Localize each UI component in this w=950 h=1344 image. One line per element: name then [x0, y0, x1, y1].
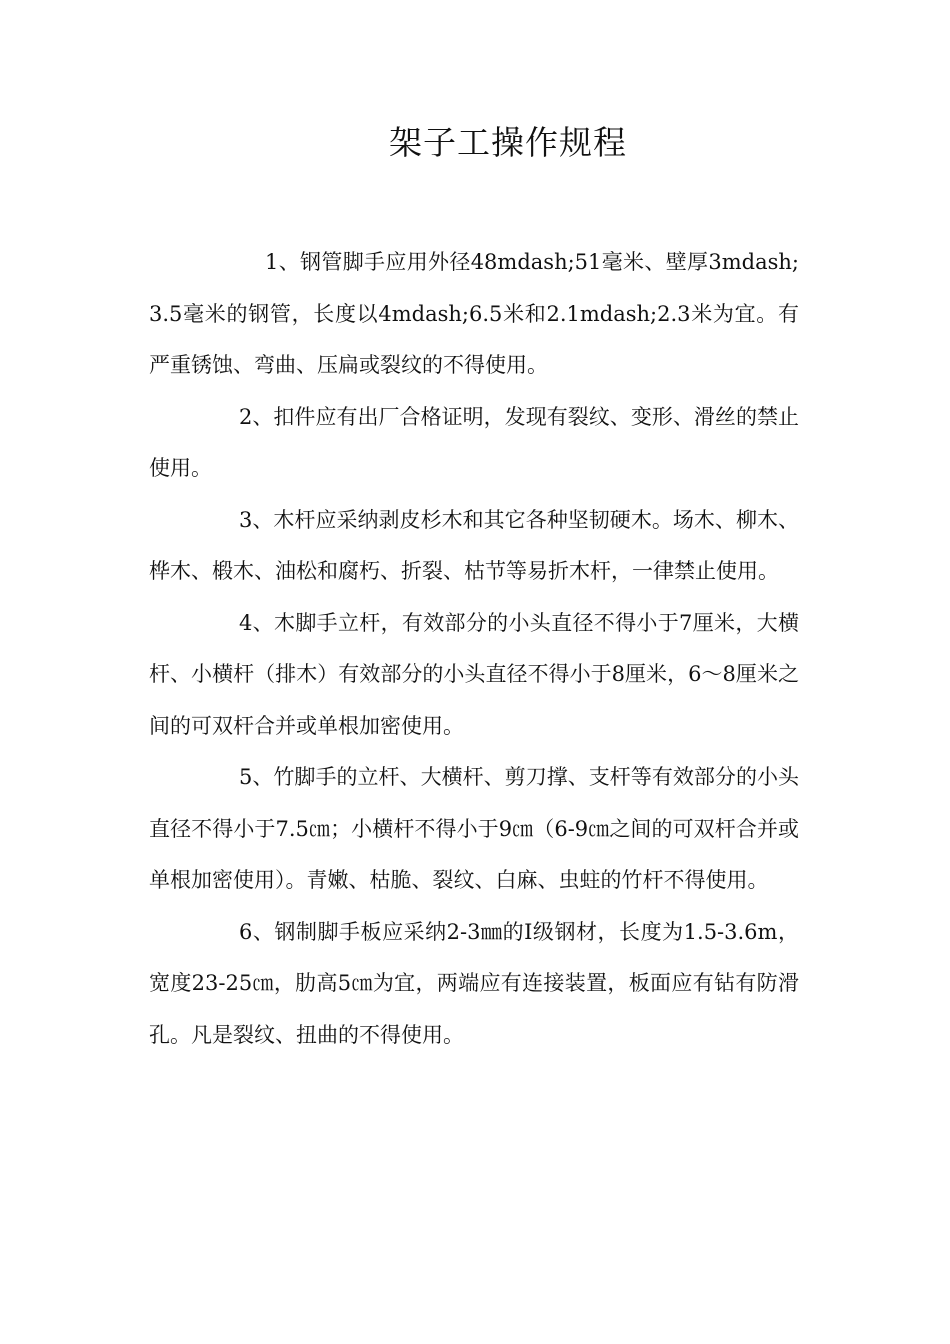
document-body — [149, 237, 799, 1061]
paragraph-1: 1、钢管脚手应用外径48mdash;51毫米、壁厚3mdash;3.5毫米的钢管，长度以4mdash;6.5米和2.1mdash;2.3米为宜。有严重锈蚀、弯曲、压扁或裂纹的不得使用。 — [149, 250, 799, 377]
paragraph-2: 2、扣件应有出厂合格证明，发现有裂纹、变形、滑丝的禁止使用。 — [149, 404, 799, 480]
paragraph-3: 3、木杆应采纳剥皮杉木和其它各种坚韧硬木。场木、柳木、桦木、椴木、油松和腐朽、折裂、枯节等易折木杆，一律禁止使用。 — [149, 507, 799, 583]
paragraph-5: 5、竹脚手的立杆、大横杆、剪刀撑、支杆等有效部分的小头直径不得小于7.5㎝；小横杆不得小于9㎝（6-9㎝之间的可双杆合并或单根加密使用）。青嫩、枯脆、裂纹、白麻、虫蛀的竹杆不得使用。 — [149, 765, 799, 892]
document-title: 架子工操作规程 — [389, 123, 627, 162]
paragraph-6: 6、钢制脚手板应采纳2-3㎜的Ⅰ级钢材，长度为1.5-3.6m，宽度23-25㎝，肋高5㎝为宜，两端应有连接装置，板面应有钻有防滑孔。凡是裂纹、扭曲的不得使用。 — [149, 919, 799, 1047]
paragraph-4: 4、木脚手立杆，有效部分的小头直径不得小于7厘米，大横杆、小横杆（排木）有效部分的小头直径不得小于8厘米，6～8厘米之间的可双杆合并或单根加密使用。 — [149, 610, 799, 738]
